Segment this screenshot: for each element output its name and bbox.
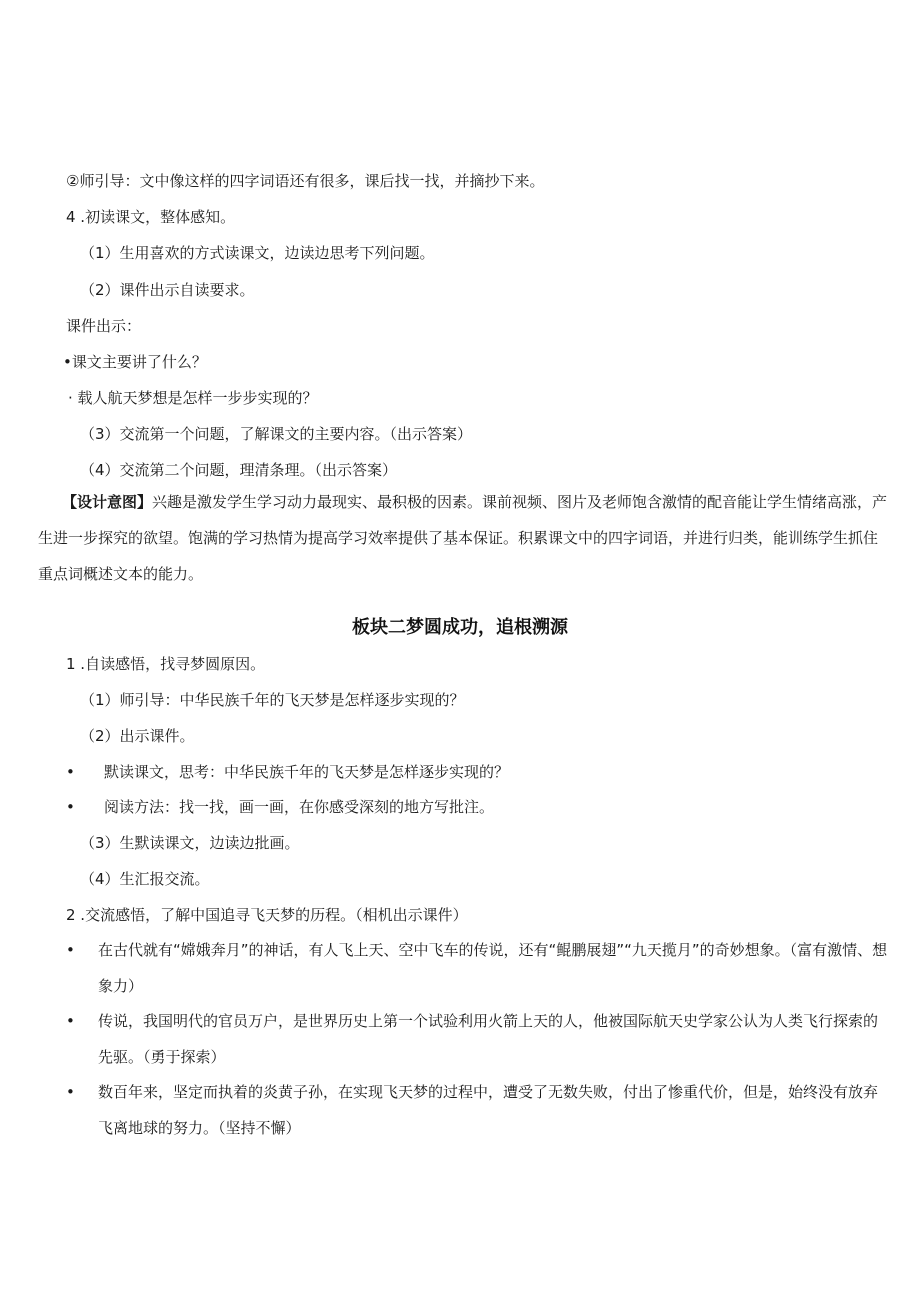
bullet-text: 默读课文，思考：中华民族千年的飞天梦是怎样逐步实现的？ <box>104 763 510 781</box>
text-line: （1）师引导：中华民族千年的飞天梦是怎样逐步实现的？ <box>80 691 465 709</box>
section-title: 板块二梦圆成功，追根溯源 <box>352 617 568 638</box>
bullet-icon: • <box>66 798 75 816</box>
bullet-paragraph: 在古代就有“嫦娥奔月”的神话，有人飞上天、空中飞车的传说，还有“鲲鹏展翅”“九天揽月”的奇妙想象。（富有激情、想象力） <box>98 941 888 995</box>
text-line: （3）交流第一个问题，了解课文的主要内容。（出示答案） <box>80 425 473 443</box>
numbered-heading: 2 .交流感悟，了解中国追寻飞天梦的历程。（相机出示课件） <box>66 906 468 924</box>
numbered-heading: 1 .自读感悟，找寻梦圆原因。 <box>66 655 266 673</box>
design-intent-text: 兴趣是激发学生学习动力最现实、最积极的因素。课前视频、图片及老师饱含激情的配音能让学生情绪高涨，产生进一步探究的欲望。饱满的学习热情为提高学习效率提供了基本保证。积累课文中的四字词语，并进行归类，能训练学生抓住重点词概述文本的能力。 <box>38 493 888 583</box>
bullet-text: 阅读方法：找一找，画一画，在你感受深刻的地方写批注。 <box>104 798 495 816</box>
bullet-paragraph: 传说，我国明代的官员万户，是世界历史上第一个试验利用火箭上天的人，他被国际航天史学家公认为人类飞行探索的先驱。（勇于探索） <box>98 1012 879 1066</box>
bullet-icon: • <box>66 941 75 959</box>
bullet-line: · 载人航天梦想是怎样一步步实现的？ <box>68 389 318 407</box>
design-intent-label: 【设计意图】 <box>62 493 153 511</box>
text-line: （4）交流第二个问题，理清条理。（出示答案） <box>80 461 398 479</box>
text-line: （2）课件出示自读要求。 <box>80 281 255 299</box>
text-line: （4）生汇报交流。 <box>80 870 210 888</box>
text-line: （1）生用喜欢的方式读课文，边读边思考下列问题。 <box>80 244 435 262</box>
bullet-icon: • <box>66 1083 75 1101</box>
text-line: 课件出示： <box>66 317 142 335</box>
text-line: （2）出示课件。 <box>80 727 195 745</box>
bullet-paragraph: 数百年来，坚定而执着的炎黄子孙，在实现飞天梦的过程中，遭受了无数失败，付出了惨重代价，但是，始终没有放弃飞离地球的努力。（坚持不懈） <box>98 1083 879 1137</box>
design-intent-paragraph <box>38 484 888 592</box>
bullet-line: •课文主要讲了什么？ <box>63 353 207 371</box>
bullet-icon: • <box>66 1012 75 1030</box>
text-line: ②师引导：文中像这样的四字词语还有很多，课后找一找，并摘抄下来。 <box>66 172 545 190</box>
text-line: （3）生默读课文，边读边批画。 <box>80 834 300 852</box>
numbered-heading: 4 .初读课文，整体感知。 <box>66 208 236 226</box>
bullet-icon: • <box>66 763 75 781</box>
